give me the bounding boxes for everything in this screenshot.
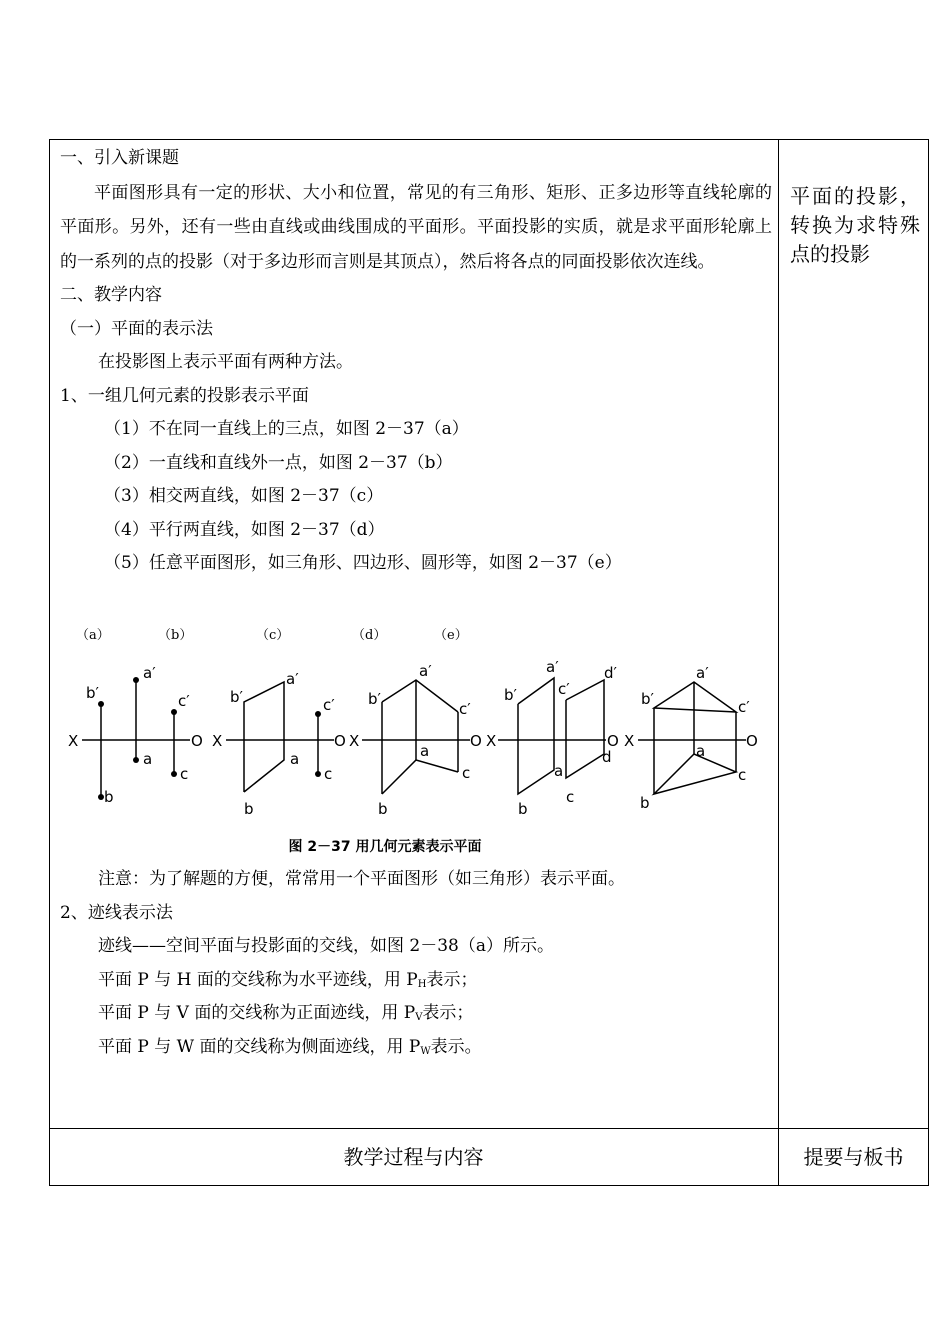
main-content-lower — [60, 863, 772, 1064]
point-label: b — [640, 794, 650, 812]
list-item: （1）不在同一直线上的三点，如图 2－37（a） — [104, 419, 469, 439]
sublabel-e: （e） — [434, 628, 468, 643]
point-label: a′ — [696, 664, 709, 682]
axis-o-label: O — [607, 732, 619, 750]
axis-x-label: X — [624, 732, 635, 750]
parallel-lines — [518, 678, 554, 794]
figure-caption: 图 2－37 用几何元素表示平面 — [288, 839, 482, 855]
point — [315, 771, 321, 777]
axis-o-label: O — [746, 732, 758, 750]
point-label: c — [462, 764, 471, 782]
footer-main-label: 教学过程与内容 — [343, 1145, 484, 1169]
point-label: c — [566, 788, 575, 806]
triangle-v — [654, 682, 736, 712]
note-text: 注意：为了解题的方便，常常用一个平面图形（如三角形）表示平面。 — [98, 869, 625, 889]
point — [315, 711, 321, 717]
heading-intro: 一、引入新课题 — [60, 148, 179, 168]
trace-definition: 迹线——空间平面与投影面的交线，如图 2－38（a）所示。 — [98, 936, 554, 956]
axis-o-label: O — [470, 732, 482, 750]
projection-figure — [66, 652, 766, 832]
point-label: b — [104, 788, 114, 806]
list-item: （3）相交两直线，如图 2－37（c） — [104, 486, 384, 506]
point-label: a — [143, 750, 153, 768]
axis-o-label: O — [191, 732, 203, 750]
intro-paragraph: 平面图形具有一定的形状、大小和位置，常见的有三角形、矩形、正多边形等直线轮廓的平面形。另外，还有一些由直线或曲线围成的平面形。平面投影的实质，就是求平面形轮廓上的一系列的点的投影（对于多边形而言则是其顶点），然后将各点的同面投影依次连线。 — [60, 182, 772, 272]
line-projection — [244, 682, 284, 792]
triangle-h — [654, 754, 736, 794]
list-item: （4）平行两直线，如图 2－37（d） — [104, 519, 385, 540]
point-label: a — [290, 750, 300, 768]
point-label: d — [602, 748, 612, 766]
point-label: c′ — [323, 696, 335, 714]
method2-heading: 2、迹线表示法 — [60, 902, 173, 923]
point-label: c′ — [738, 698, 750, 716]
point-label: a — [696, 742, 706, 760]
axis-x-label: X — [349, 732, 360, 750]
point-label: a′ — [286, 670, 299, 688]
point-label: a′ — [546, 658, 559, 676]
figure-sublabels — [76, 624, 496, 644]
point-label: b′ — [504, 686, 517, 704]
trace-h-line: 平面 P 与 H 面的交线称为水平迹线，用 $P_H$表示； — [98, 969, 478, 990]
axis-x-label: X — [68, 732, 79, 750]
heading-content: 二、教学内容 — [60, 285, 162, 305]
sublabel-a: （a） — [76, 628, 110, 643]
point-label: a′ — [419, 662, 432, 680]
point — [171, 709, 177, 715]
point-label: c′ — [459, 700, 471, 718]
point-label: b′ — [86, 684, 99, 702]
axis-x-label: X — [486, 732, 497, 750]
parallel-lines — [566, 680, 604, 778]
section-heading: （一）平面的表示法 — [60, 318, 213, 339]
footer-side-label: 提要与板书 — [803, 1145, 904, 1169]
point — [133, 677, 139, 683]
point-label: b′ — [641, 690, 654, 708]
side-note: 平面的投影，转换为求特殊点的投影 — [790, 184, 920, 266]
sublabel-d: （d） — [352, 628, 387, 643]
point-label: c — [738, 766, 747, 784]
sublabel-b: （b） — [158, 628, 193, 643]
point-label: c — [324, 765, 333, 783]
point-label: b — [244, 800, 254, 818]
method1-heading: 1、一组几何元素的投影表示平面 — [60, 385, 309, 406]
point — [133, 757, 139, 763]
point-label: a′ — [143, 664, 156, 682]
line-projection — [382, 760, 458, 794]
list-item: （2）一直线和直线外一点，如图 2－37（b） — [104, 452, 453, 473]
section-intro: 在投影图上表示平面有两种方法。 — [98, 352, 353, 372]
axis-o-label: O — [334, 732, 346, 750]
point-label: b — [378, 800, 388, 818]
column-divider — [778, 139, 779, 1186]
point-label: b′ — [230, 688, 243, 706]
point-label: a — [420, 742, 430, 760]
point-label: c′ — [178, 692, 190, 710]
point-label: a — [554, 762, 564, 780]
trace-v-line: 平面 P 与 V 面的交线称为正面迹线，用 $P_V$表示； — [98, 1003, 474, 1023]
main-content — [60, 142, 772, 581]
point-label: c — [180, 765, 189, 783]
point-label: c′ — [558, 680, 570, 698]
sublabel-c: （c） — [256, 628, 290, 643]
point-label: b — [518, 800, 528, 818]
axis-x-label: X — [212, 732, 223, 750]
point — [171, 771, 177, 777]
point-label: d′ — [604, 664, 617, 682]
trace-w-line: 平面 P 与 W 面的交线称为侧面迹线，用 $P_W$表示。 — [98, 1036, 482, 1057]
list-item: （5）任意平面图形，如三角形、四边形、圆形等，如图 2－37（e） — [104, 553, 622, 573]
line-projection — [382, 680, 458, 712]
point-label: b′ — [368, 690, 381, 708]
